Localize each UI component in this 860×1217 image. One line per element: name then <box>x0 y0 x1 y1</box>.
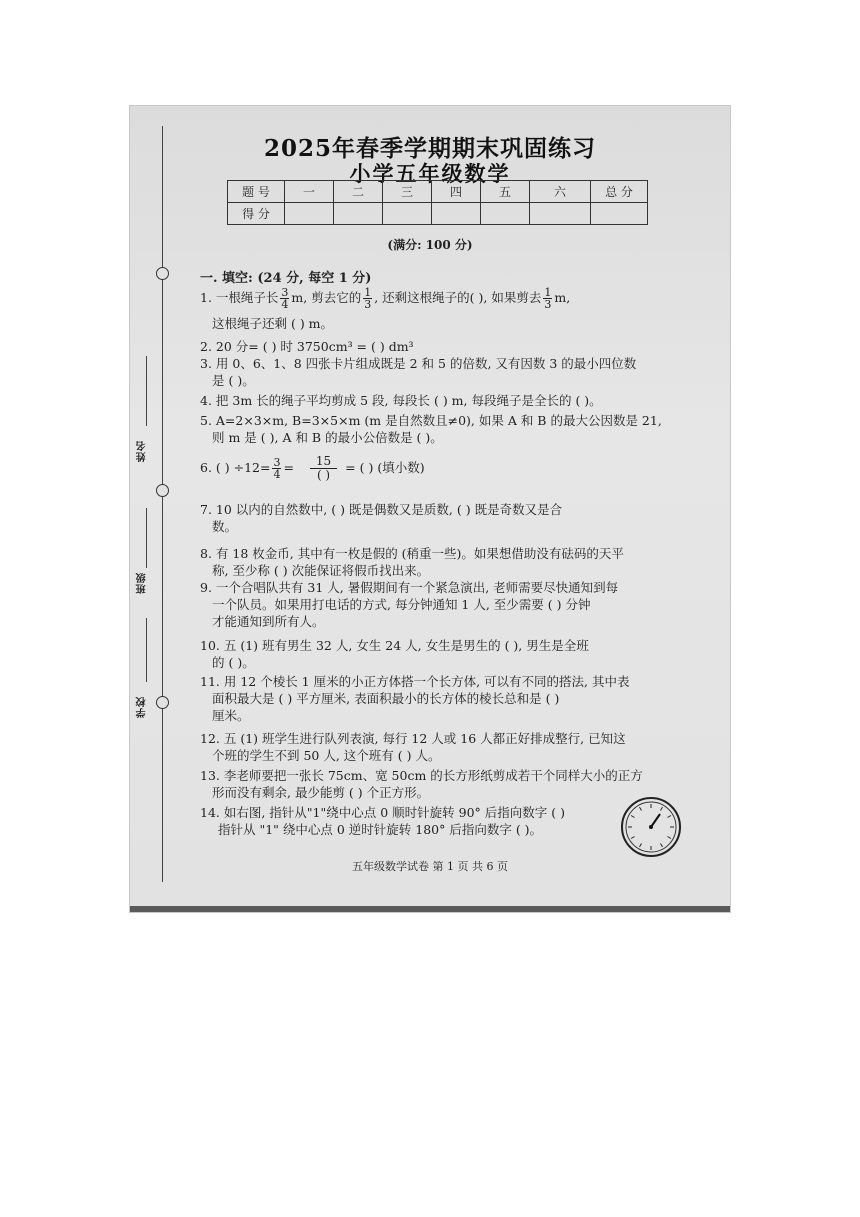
q6-text: = <box>283 460 294 475</box>
fraction-numerator: 3 <box>273 456 281 469</box>
score-cell[interactable] <box>432 203 481 225</box>
fraction <box>310 455 337 482</box>
score-cell[interactable] <box>334 203 383 225</box>
score-header-cell: 二 <box>334 181 383 203</box>
question-10-line2: 的 ( )。 <box>212 655 255 670</box>
name-label: 姓名 <box>137 440 148 462</box>
question-12-line2: 个班的学生不到 50 人, 这个班有 ( ) 人。 <box>212 748 441 763</box>
question-3: 3. 用 0、6、1、8 四张卡片组成既是 2 和 5 的倍数, 又有因数 3 的最小四位数 <box>200 356 637 371</box>
score-cell[interactable] <box>530 203 591 225</box>
question-9: 9. 一个合唱队共有 31 人, 暑假期间有一个紧急演出, 老师需要尽快通知到每 <box>200 580 619 595</box>
fraction-denominator: 4 <box>273 468 281 481</box>
question-12: 12. 五 (1) 班学生进行队列表演, 每行 12 人或 16 人都正好排成整行, 已知这 <box>200 731 626 746</box>
score-header-cell: 一 <box>285 181 334 203</box>
q6-text: 6. ( ) ÷12= <box>200 460 271 475</box>
fraction-denominator: 3 <box>544 298 552 311</box>
question-7-line2: 数。 <box>212 519 238 534</box>
question-14-line2: 指针从 "1" 绕中心点 0 逆时针旋转 180° 后指向数字 ( )。 <box>218 822 543 837</box>
score-header-cell: 题 号 <box>228 181 285 203</box>
binding-hole-icon <box>156 696 169 709</box>
fraction <box>272 457 281 480</box>
question-4: 4. 把 3m 长的绳子平均剪成 5 段, 每段长 ( ) m, 每段绳子是全长的 ( )。 <box>200 393 602 408</box>
question-10: 10. 五 (1) 班有男生 32 人, 女生 24 人, 女生是男生的 ( ), 男生是全班 <box>200 638 589 653</box>
class-write-line <box>146 508 147 568</box>
scanned-exam-page <box>130 106 730 912</box>
question-9-line3: 才能通知到所有人。 <box>212 614 325 629</box>
score-header-cell: 六 <box>530 181 591 203</box>
fraction-numerator: 1 <box>364 286 372 299</box>
question-11-line2: 面积最大是 ( ) 平方厘米, 表面积最小的长方体的棱长总和是 ( ) <box>212 691 560 706</box>
exam-subtitle: 小学五年级数学 <box>349 161 511 186</box>
question-2: 2. 20 分= ( ) 时 3750cm³ = ( ) dm³ <box>200 339 414 354</box>
fraction-denominator: 4 <box>281 298 289 311</box>
question-9-line2: 一个队员。如果用打电话的方式, 每分钟通知 1 人, 至少需要 ( ) 分钟 <box>212 597 591 612</box>
score-cell[interactable] <box>591 203 648 225</box>
score-header-cell: 三 <box>383 181 432 203</box>
question-5-line2: 则 m 是 ( ), A 和 B 的最小公倍数是 ( )。 <box>212 430 443 445</box>
question-7: 7. 10 以内的自然数中, ( ) 既是偶数又是质数, ( ) 既是奇数又是合 <box>200 502 563 517</box>
full-mark-note: (满分: 100 分) <box>387 238 473 252</box>
score-cell[interactable] <box>481 203 530 225</box>
question-5: 5. A=2×3×m, B=3×5×m (m 是自然数且≠0), 如果 A 和 B 的最大公因数是 21, <box>200 413 662 428</box>
question-14: 14. 如右图, 指针从"1"绕中心点 0 顺时针旋转 90° 后指向数字 ( ) <box>200 805 565 820</box>
fraction <box>363 287 372 310</box>
question-1 <box>200 287 705 310</box>
fraction-numerator: 3 <box>281 286 289 299</box>
q6-text: = ( ) (填小数) <box>345 460 425 475</box>
school-label: 学校 <box>137 696 148 718</box>
score-table <box>227 180 648 225</box>
q1-text: , 还剩这根绳子的( ), 如果剪去 <box>374 290 542 305</box>
name-write-line <box>146 356 147 426</box>
scan-bottom-edge <box>130 906 730 912</box>
fraction-numerator: 15 <box>310 455 337 469</box>
binding-hole-icon <box>156 267 169 280</box>
score-header-cell: 总 分 <box>591 181 648 203</box>
q1-text: 1. 一根绳子长 <box>200 290 279 305</box>
fraction <box>280 287 289 310</box>
question-1-line2: 这根绳子还剩 ( ) m。 <box>212 316 334 331</box>
score-cell[interactable] <box>285 203 334 225</box>
score-header-cell: 五 <box>481 181 530 203</box>
question-8: 8. 有 18 枚金币, 其中有一枚是假的 (稍重一些)。如果想借助没有砝码的天平 <box>200 546 624 561</box>
question-3-line2: 是 ( )。 <box>212 373 255 388</box>
question-13: 13. 李老师要把一张长 75cm、宽 50cm 的长方形纸剪成若干个同样大小的正方 <box>200 768 643 783</box>
question-11-line3: 厘米。 <box>212 708 250 723</box>
binding-hole-icon <box>156 484 169 497</box>
q1-text: m, 剪去它的 <box>291 290 362 305</box>
q1-text: m, <box>554 290 571 305</box>
fraction-denominator: ( ) <box>316 468 331 482</box>
question-11: 11. 用 12 个棱长 1 厘米的小正方体搭一个长方体, 可以有不同的搭法, 其中表 <box>200 674 630 689</box>
clock-figure-icon <box>620 796 682 858</box>
fraction-numerator: 1 <box>544 286 552 299</box>
question-6 <box>200 455 705 482</box>
score-cell[interactable] <box>383 203 432 225</box>
question-8-line2: 称, 至少称 ( ) 次能保证将假币找出来。 <box>212 563 430 578</box>
school-write-line <box>146 618 147 682</box>
exam-title: 2025年春季学期期末巩固练习 <box>263 135 596 162</box>
score-header-cell: 四 <box>432 181 481 203</box>
fraction-denominator: 3 <box>364 298 372 311</box>
fraction <box>543 287 552 310</box>
score-row-label: 得 分 <box>228 203 285 225</box>
question-13-line2: 形而没有剩余, 最少能剪 ( ) 个正方形。 <box>212 785 430 800</box>
page-footer: 五年级数学试卷 第 1 页 共 6 页 <box>352 860 508 873</box>
class-label: 班级 <box>137 572 148 594</box>
section-heading: 一. 填空: (24 分, 每空 1 分) <box>200 271 372 286</box>
